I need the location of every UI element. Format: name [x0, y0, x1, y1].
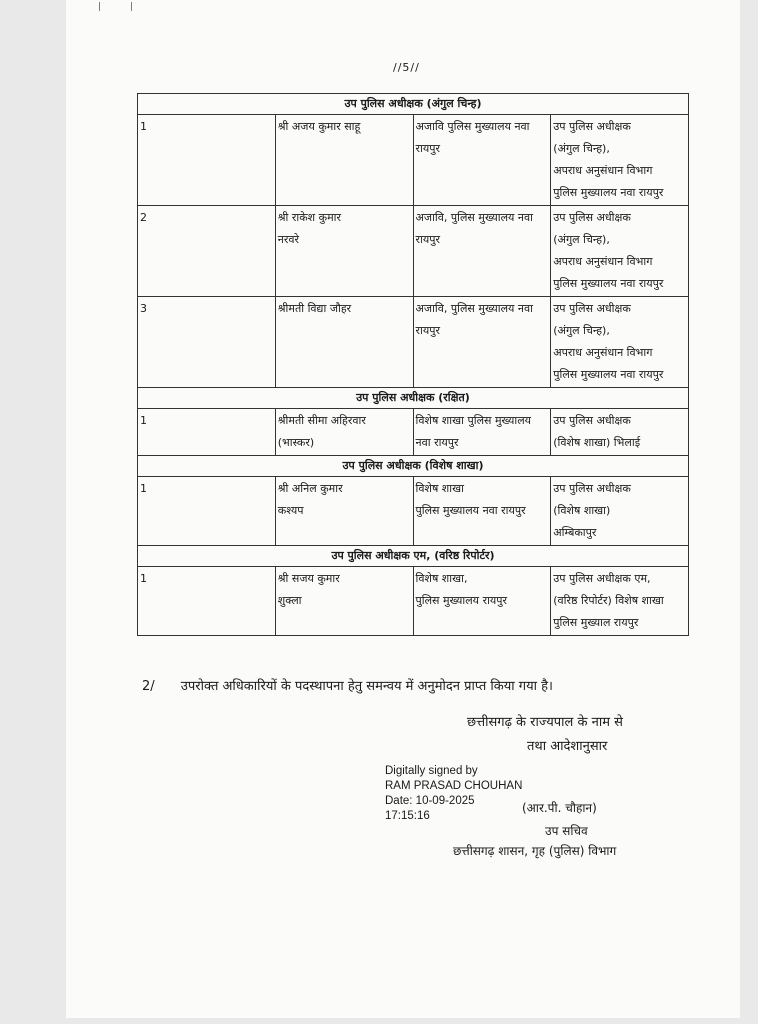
serial-number: 2: [138, 206, 276, 297]
table-row: [138, 115, 689, 206]
table-row: [138, 477, 689, 546]
posting-table: [137, 93, 689, 636]
table-row: [138, 297, 689, 388]
officer-name: [275, 409, 413, 456]
current-posting-line: रायपुर: [415, 233, 440, 246]
table-row: [138, 567, 689, 636]
new-posting-line: पुलिस मुख्यालय नवा रायपुर: [553, 277, 664, 290]
current-posting: [413, 206, 551, 297]
current-posting-line: नवा रायपुर: [415, 436, 459, 449]
section-heading: उप पुलिस अधीक्षक (विशेष शाखा): [138, 456, 689, 477]
new-posting-line: (अंगुल चिन्ह),: [553, 142, 610, 155]
officer-name: [275, 477, 413, 546]
new-posting-line: उप पुलिस अधीक्षक एम,: [553, 572, 651, 585]
new-posting-line: (विशेष शाखा) भिलाई: [553, 436, 641, 449]
order-authority-line-2: तथा आदेशानुसार: [527, 739, 608, 754]
new-posting-line: अम्बिकापुर: [553, 526, 597, 539]
section-heading: उप पुलिस अधीक्षक (रक्षित): [138, 388, 689, 409]
digital-signature-line: 17:15:16: [385, 810, 430, 822]
digital-signature-line: Digitally signed by: [385, 765, 478, 777]
new-posting: [551, 409, 689, 456]
current-posting-line: विशेष शाखा: [415, 482, 464, 495]
paragraph-number: 2/: [142, 679, 155, 694]
current-posting: [413, 567, 551, 636]
serial-number: 1: [138, 409, 276, 456]
serial-number: 1: [138, 567, 276, 636]
current-posting-line: पुलिस मुख्यालय नवा रायपुर: [415, 504, 526, 517]
new-posting-line: उप पुलिस अधीक्षक: [553, 302, 631, 315]
current-posting: [413, 477, 551, 546]
scan-mark: |: [130, 2, 134, 12]
new-posting-line: उप पुलिस अधीक्षक: [553, 414, 631, 427]
officer-name-line: कश्यप: [277, 504, 304, 517]
officer-name: [275, 206, 413, 297]
section-heading: उप पुलिस अधीक्षक (अंगुल चिन्ह): [138, 94, 689, 115]
new-posting-line: अपराध अनुसंधान विभाग: [553, 255, 653, 268]
new-posting-line: उप पुलिस अधीक्षक: [553, 482, 631, 495]
new-posting-line: उप पुलिस अधीक्षक: [553, 120, 631, 133]
officer-name-line: नरवरे: [277, 233, 299, 246]
new-posting-line: (विशेष शाखा): [553, 504, 611, 517]
new-posting-line: पुलिस मुख्यालय नवा रायपुर: [553, 186, 664, 199]
table-row: [138, 206, 689, 297]
section-heading: उप पुलिस अधीक्षक एम, (वरिष्ठ रिपोर्टर): [138, 546, 689, 567]
order-authority-line-1: छत्तीसगढ़ के राज्यपाल के नाम से: [467, 715, 623, 730]
new-posting: [551, 115, 689, 206]
new-posting: [551, 206, 689, 297]
current-posting-line: विशेष शाखा,: [415, 572, 468, 585]
officer-name-line: श्रीमती सीमा अहिरवार: [277, 414, 366, 427]
officer-name-line: श्री राकेश कुमार: [277, 211, 342, 224]
paragraph-text: उपरोक्त अधिकारियों के पदस्थापना हेतु समन्वय में अनुमोदन प्राप्त किया गया है।: [180, 679, 553, 694]
approval-paragraph: [142, 676, 553, 694]
officer-name: [275, 297, 413, 388]
section-heading-row: [138, 456, 689, 477]
officer-name-line: शुक्ला: [277, 594, 302, 607]
officer-name-line: श्रीमती विद्या जौहर: [277, 302, 352, 315]
new-posting-line: (वरिष्ठ रिपोर्टर) विशेष शाखा: [553, 594, 664, 607]
current-posting: [413, 409, 551, 456]
new-posting: [551, 477, 689, 546]
serial-number: 1: [138, 115, 276, 206]
officer-name-line: श्री अनिल कुमार: [277, 482, 343, 495]
section-heading-row: [138, 546, 689, 567]
officer-name-line: श्री सजय कुमार: [277, 572, 340, 585]
new-posting: [551, 567, 689, 636]
new-posting-line: (अंगुल चिन्ह),: [553, 324, 610, 337]
current-posting-line: विशेष शाखा पुलिस मुख्यालय: [415, 414, 532, 427]
officer-name: [275, 567, 413, 636]
new-posting-line: अपराध अनुसंधान विभाग: [553, 346, 653, 359]
new-posting-line: पुलिस मुख्यालय नवा रायपुर: [553, 368, 664, 381]
officer-name-line: श्री अजय कुमार साहू: [277, 120, 361, 133]
section-heading-row: [138, 94, 689, 115]
digital-signature-line: RAM PRASAD CHOUHAN: [385, 780, 523, 792]
scan-mark: |: [98, 2, 102, 12]
current-posting-line: अजावि, पुलिस मुख्यालय नवा: [415, 302, 534, 315]
current-posting-line: अजावि, पुलिस मुख्यालय नवा: [415, 211, 534, 224]
digital-signature-line: Date: 10-09-2025: [385, 795, 475, 807]
current-posting: [413, 115, 551, 206]
new-posting: [551, 297, 689, 388]
table-row: [138, 409, 689, 456]
page-number: //5//: [393, 61, 420, 74]
new-posting-line: पुलिस मुख्याल रायपुर: [553, 616, 639, 629]
current-posting: [413, 297, 551, 388]
signatory-department: छत्तीसगढ़ शासन, गृह (पुलिस) विभाग: [453, 844, 617, 858]
current-posting-line: अजावि पुलिस मुख्यालय नवा: [415, 120, 530, 133]
current-posting-line: रायपुर: [415, 324, 440, 337]
digital-signature-block: [385, 764, 522, 824]
serial-number: 3: [138, 297, 276, 388]
current-posting-line: पुलिस मुख्यालय रायपुर: [415, 594, 508, 607]
new-posting-line: अपराध अनुसंधान विभाग: [553, 164, 653, 177]
new-posting-line: (अंगुल चिन्ह),: [553, 233, 610, 246]
officer-name: [275, 115, 413, 206]
current-posting-line: रायपुर: [415, 142, 440, 155]
serial-number: 1: [138, 477, 276, 546]
officer-name-line: (भास्कर): [277, 436, 315, 449]
section-heading-row: [138, 388, 689, 409]
signatory-designation: उप सचिव: [545, 824, 588, 838]
new-posting-line: उप पुलिस अधीक्षक: [553, 211, 631, 224]
signatory-name: (आर.पी. चौहान): [522, 801, 597, 815]
